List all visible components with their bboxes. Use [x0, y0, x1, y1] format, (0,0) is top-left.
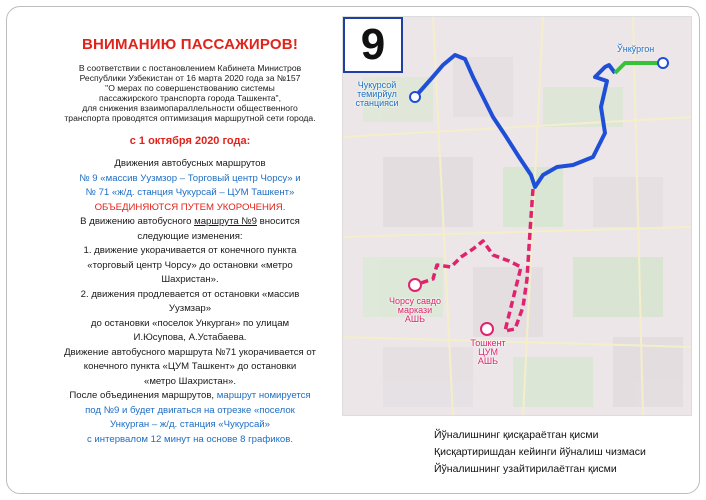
after-merge-b: маршрут номируется: [216, 390, 311, 401]
merge-line: Движения автобусных маршрутов: [114, 158, 266, 169]
unkurgan-stop-marker: [658, 58, 668, 68]
route-number-badge: 9: [343, 17, 403, 73]
chukursay-label-line: темирйул: [357, 89, 397, 99]
route71-name: № 71 «ж/д. станция Чукурсай – ЦУМ Ташкент»: [85, 187, 295, 198]
notice-panel: [40, 36, 340, 447]
chorsu-label-line: АШЬ: [404, 314, 426, 324]
changes-intro-b: вносится: [257, 216, 300, 227]
notice-intro: [40, 63, 340, 123]
chorsu-label: [377, 297, 453, 324]
item2-line: 2. движения продлевается от остановки «массив: [80, 288, 300, 300]
after-merge-c: под №9 и будет двигаться на отрезке «поселок: [85, 404, 295, 416]
route-map: [342, 16, 692, 416]
changes-intro-a: В движению автобусного: [80, 216, 195, 227]
intro-line: В соответствии с постановлением Кабинета Министров: [78, 63, 302, 73]
route71-change-line: «метро Шахристан».: [143, 375, 237, 387]
item1-line: Шахристан».: [161, 274, 219, 285]
legend-text: Йўналишнинг қисқараётган қисми: [434, 429, 599, 441]
item2-line: И.Юсупова, А.Устабаева.: [133, 332, 247, 343]
chorsu-stop-marker: [409, 279, 421, 291]
after-merge-a: После объединения маршрутов,: [69, 390, 217, 401]
intro-line: "О мерах по совершенствованию системы: [105, 83, 275, 93]
legend-text: Қисқартиришдан кейинги йўналиш чизмаси: [434, 446, 646, 458]
legend-text: Йўналишнинг узайтирилаётган қисми: [434, 463, 617, 475]
tsum-label-line: ЦУМ: [478, 347, 498, 357]
chukursay-label-line: Чукурсой: [357, 80, 397, 90]
merge-status: ОБЪЕДИНЯЮТСЯ ПУТЕМ УКОРОЧЕНИЯ.: [94, 201, 286, 213]
notice-title: ВНИМАНИЮ ПАССАЖИРОВ!: [81, 36, 299, 53]
tsum-label: [455, 339, 521, 366]
chukursay-label-line: станцияси: [355, 98, 399, 108]
tsum-stop-marker: [481, 323, 493, 335]
intro-line: транспорта проводятся оптимизация маршрутной сети города.: [64, 113, 316, 123]
changes-intro-route: маршрута №9: [194, 216, 257, 227]
item2-line: до остановки «поселок Ункурган» по улицам: [90, 317, 290, 329]
legend-item-extension: [342, 462, 692, 479]
legend-item-shortened: [342, 428, 692, 445]
after-merge-d: Ункурган – ж/д. станция «Чукурсай»: [109, 419, 270, 430]
changes-intro: [40, 215, 340, 230]
changes-intro-c: следующие изменения:: [137, 230, 243, 242]
item2-line: Уузмзар»: [168, 303, 212, 314]
route9-name: № 9 «массив Уузмзор – Торговый центр Чорсу» и: [79, 172, 301, 184]
effective-date: с 1 октября 2020 года:: [129, 135, 251, 147]
intro-line: Республики Узбекистан от 16 марта 2020 года за №157: [79, 73, 301, 83]
chukursay-stop-marker: [410, 92, 420, 102]
route71-change-line: конечного пункта «ЦУМ Ташкент» до остановки: [83, 361, 297, 372]
map-legend: [342, 428, 692, 479]
after-merge-line: [40, 389, 340, 404]
legend-item-new-route: [342, 445, 692, 462]
route71-change-line: Движение автобусного маршрута №71 укорачивается от: [64, 346, 316, 358]
unkurgan-label: Ўнкўргон: [617, 44, 655, 54]
intro-line: пассажирского транспорта города Ташкента",: [99, 93, 281, 103]
chorsu-label-line: маркази: [397, 305, 433, 315]
intro-line: для снижения взаимопараллельности общественного: [82, 103, 298, 113]
chorsu-label-line: Чорсу савдо: [389, 296, 441, 306]
tsum-label-line: Тошкент: [470, 338, 506, 348]
tsum-label-line: АШЬ: [477, 356, 499, 366]
item1-line: 1. движение укорачивается от конечного пункта: [83, 245, 297, 256]
interval-line: с интервалом 12 минут на основе 8 графиков.: [86, 433, 294, 445]
item1-line: «торговый центр Чорсу» до остановки «метро: [87, 259, 293, 271]
chukursay-label: [345, 81, 409, 108]
